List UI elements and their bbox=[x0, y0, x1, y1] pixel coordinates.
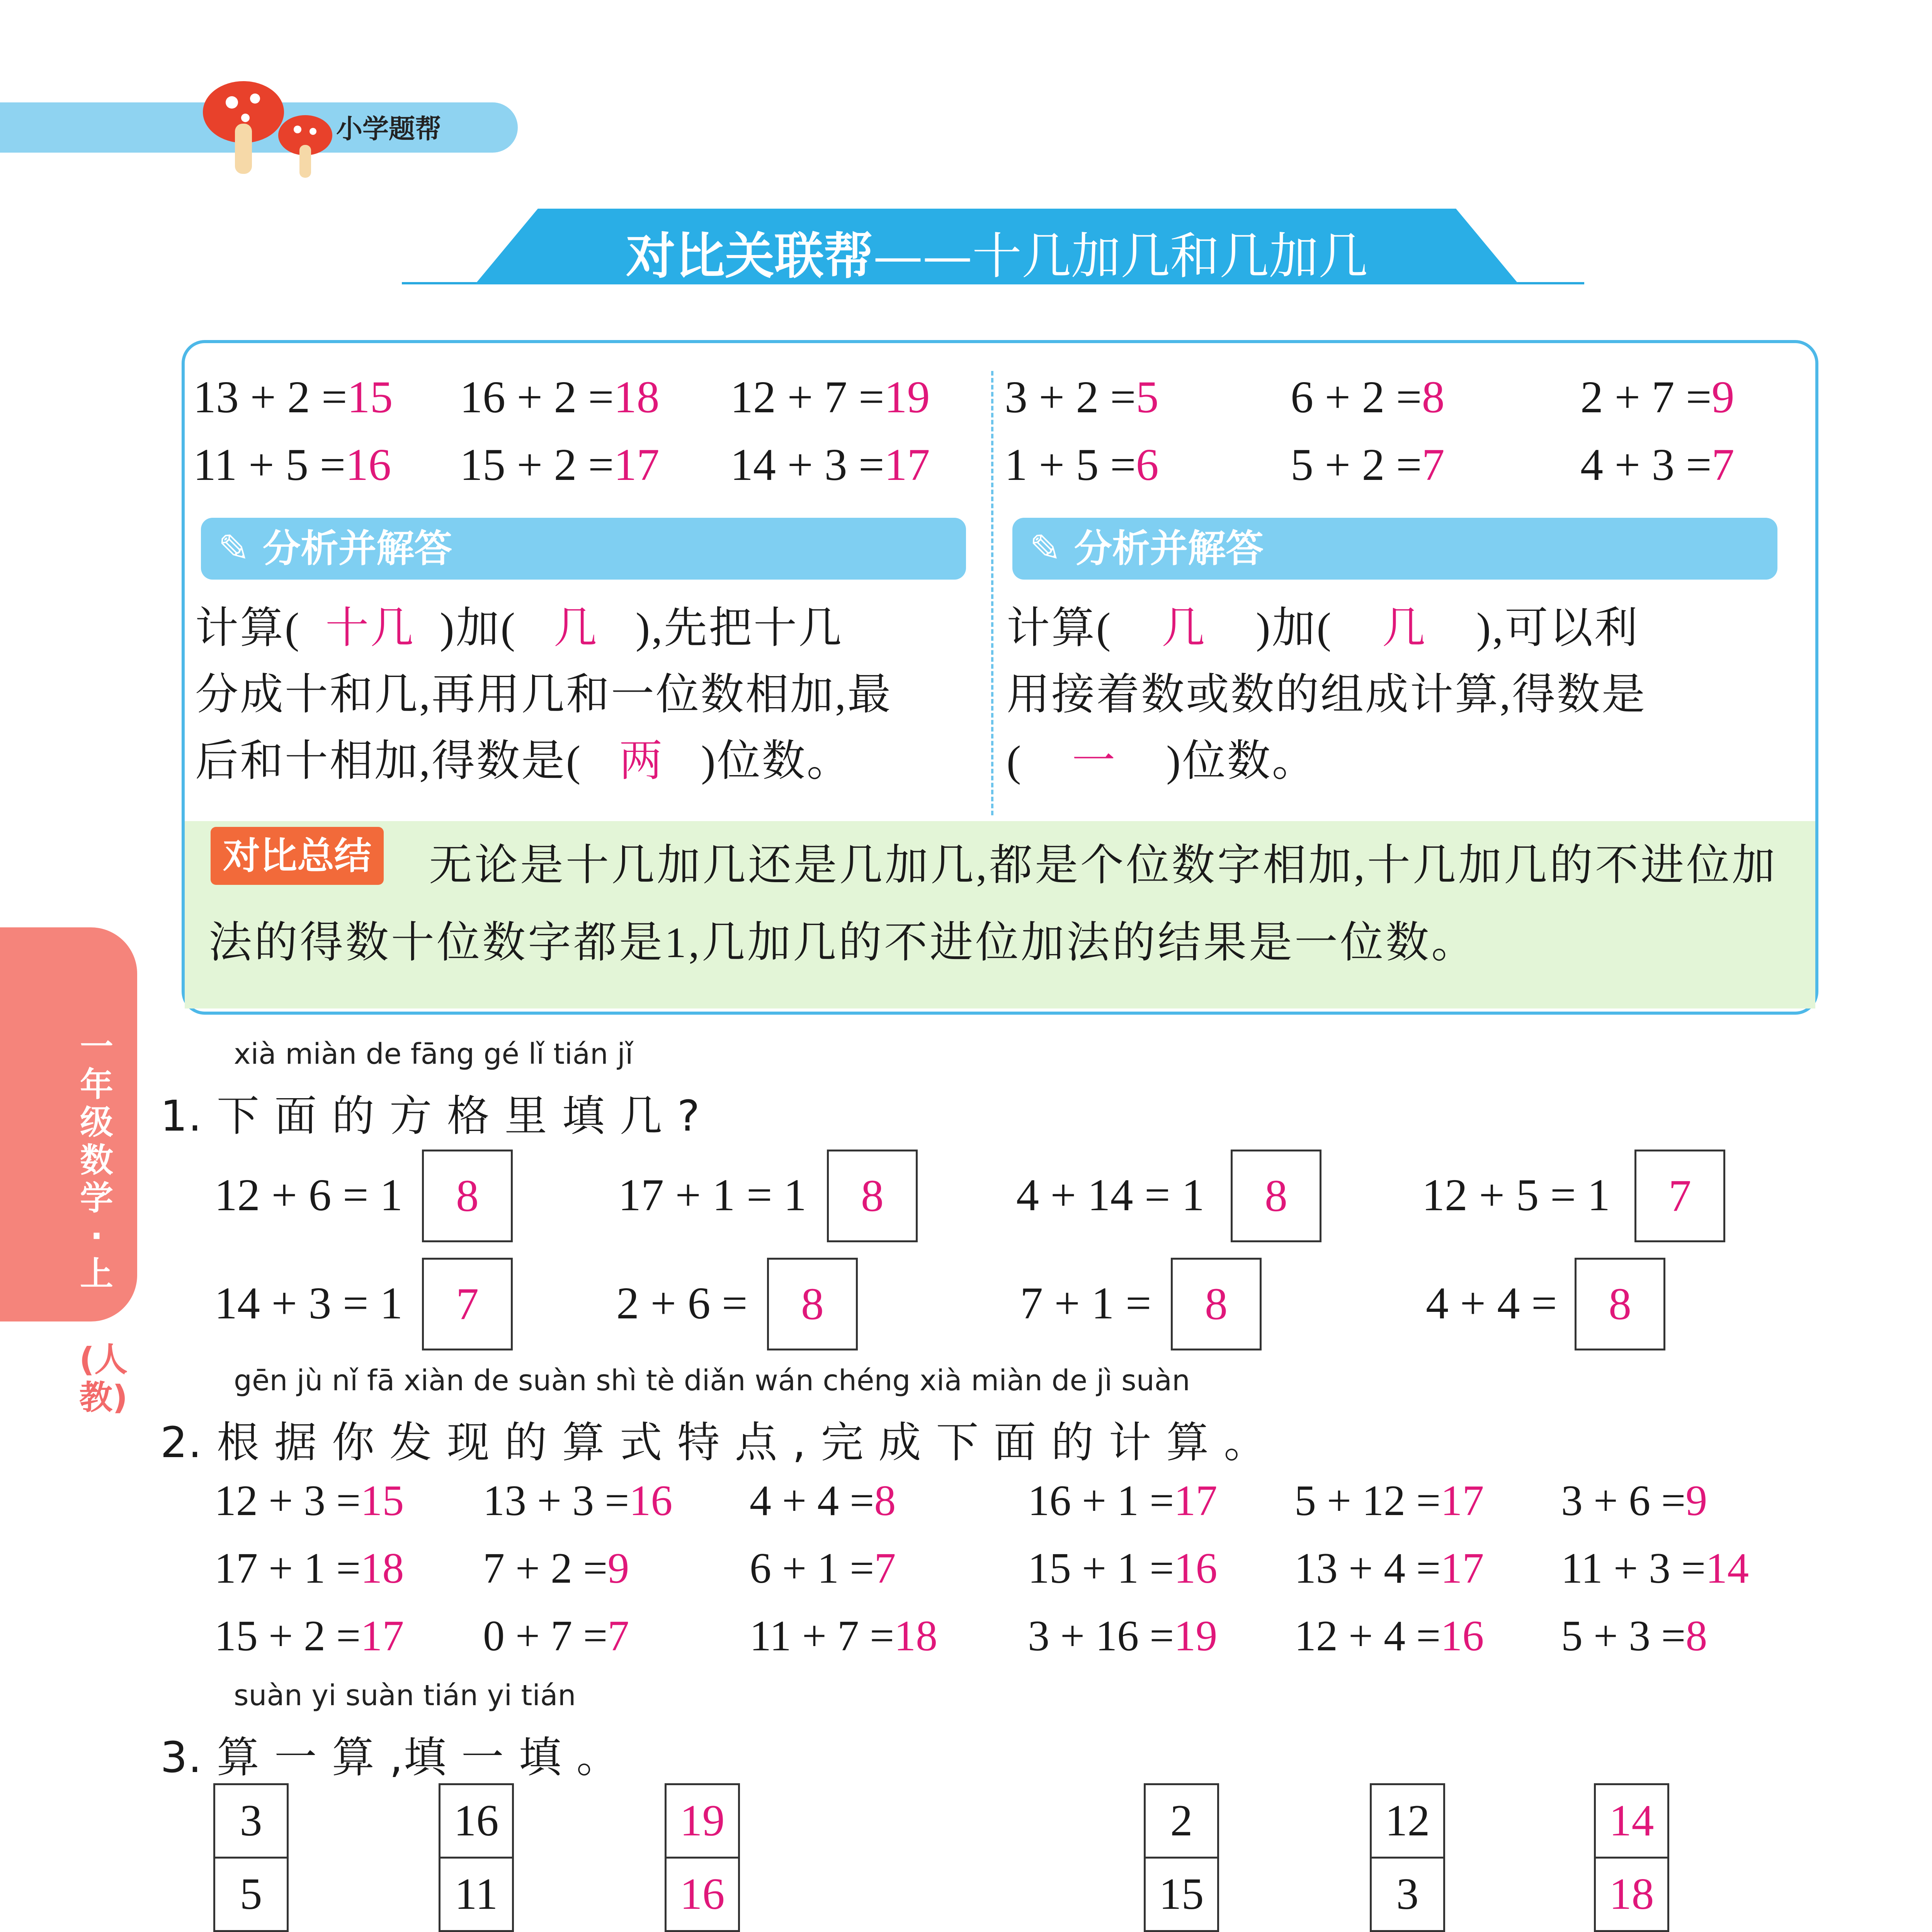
q1-equation: 12 + 5 = 1 bbox=[1422, 1170, 1611, 1220]
q1-equation: 2 + 6 = bbox=[616, 1278, 748, 1328]
q1-answer-box: 8 bbox=[827, 1150, 918, 1242]
q2-equation: 13 + 3 =16 bbox=[483, 1477, 673, 1525]
q2-equation: 11 + 7 =18 bbox=[750, 1612, 938, 1660]
q2-equation: 7 + 2 =9 bbox=[483, 1544, 629, 1592]
q2-equation: 11 + 3 =14 bbox=[1561, 1544, 1749, 1592]
page-title bbox=[475, 216, 1519, 287]
q2-equation: 3 + 6 =9 bbox=[1561, 1477, 1708, 1525]
cmp-left-eq: 13 + 2 =15 bbox=[193, 372, 393, 422]
q1-answer-box: 7 bbox=[1634, 1150, 1725, 1242]
q3-right-addend-b: 12 3 bbox=[1370, 1783, 1445, 1932]
q3-pinyin: suàn yi suàn tián yi tián bbox=[234, 1679, 576, 1712]
comparison-divider bbox=[991, 371, 993, 815]
analysis-label-left: ✎ 分析并解答 bbox=[201, 518, 966, 580]
q1-equation: 17 + 1 = 1 bbox=[618, 1170, 807, 1220]
brand-name: 小学题帮 bbox=[336, 114, 442, 144]
title-sub: 十几加几和几加几 bbox=[972, 228, 1368, 285]
q1-answer-box: 8 bbox=[1575, 1258, 1665, 1350]
q1-equation: 14 + 3 = 1 bbox=[214, 1278, 403, 1328]
mushroom-icon bbox=[201, 66, 340, 182]
q1-equation: 7 + 1 = bbox=[1020, 1278, 1151, 1328]
side-tab bbox=[0, 927, 137, 1321]
q2-equation: 12 + 4 =16 bbox=[1294, 1612, 1484, 1660]
q2-pinyin: gēn jù nǐ fā xiàn de suàn shì tè diǎn wán chéng xià miàn de jì suàn bbox=[234, 1364, 1190, 1397]
q2-equation: 15 + 1 =16 bbox=[1028, 1544, 1218, 1592]
analysis-label-right: ✎ 分析并解答 bbox=[1012, 518, 1777, 580]
q2-equation: 13 + 4 =17 bbox=[1294, 1544, 1484, 1592]
q3-left-addend-a: 3 5 bbox=[213, 1783, 289, 1932]
cmp-right-eq: 1 + 5 =6 bbox=[1005, 439, 1159, 490]
q3-left-addend-b: 16 11 bbox=[439, 1783, 514, 1932]
q1-answer-box: 8 bbox=[767, 1258, 858, 1350]
analysis-text-left: 计算( 十几 )加( 几 ),先把十几 分成十和几,再用几和一位数相加,最 后和十相加,得数是( 两 )位数。 bbox=[195, 604, 892, 785]
q2-equation: 3 + 16 =19 bbox=[1028, 1612, 1218, 1660]
q3-title: 3. 算 一 算 ,填 一 填 。 bbox=[160, 1733, 620, 1782]
q1-answer-box: 8 bbox=[1171, 1258, 1262, 1350]
side-edition-label: (人教) bbox=[79, 1340, 128, 1417]
q1-pinyin: xià miàn de fāng gé lǐ tián jǐ bbox=[234, 1037, 633, 1071]
q3-right-sum: 14 18 bbox=[1594, 1783, 1669, 1932]
q1-equation: 12 + 6 = 1 bbox=[214, 1170, 403, 1220]
q2-title: 2. 根 据 你 发 现 的 算 式 特 点 , 完 成 下 面 的 计 算 。 bbox=[160, 1418, 1267, 1467]
q1-equation: 4 + 4 = bbox=[1426, 1278, 1557, 1328]
cmp-left-eq: 16 + 2 =18 bbox=[460, 372, 660, 422]
q2-equation: 12 + 3 =15 bbox=[214, 1477, 404, 1525]
q1-title: 1. 下 面 的 方 格 里 填 几 ? bbox=[160, 1091, 701, 1141]
side-grade-label: 一年级数学·上 bbox=[80, 1027, 113, 1293]
cmp-right-eq: 6 + 2 =8 bbox=[1291, 372, 1445, 422]
q3-left-sum: 19 16 bbox=[665, 1783, 740, 1932]
cmp-right-eq: 2 + 7 =9 bbox=[1580, 372, 1735, 422]
cmp-left-eq: 12 + 7 =19 bbox=[730, 372, 930, 422]
q2-equation: 16 + 1 =17 bbox=[1028, 1477, 1218, 1525]
cmp-right-eq: 5 + 2 =7 bbox=[1291, 439, 1445, 490]
analysis-text-right: 计算( 几 )加( 几 ),可以利 用接着数或数的组成计算,得数是 ( 一 )位数。 bbox=[1007, 604, 1646, 785]
q2-equation: 0 + 7 =7 bbox=[483, 1612, 629, 1660]
title-main: 对比关联帮 bbox=[626, 228, 873, 285]
pencil-note-icon: ✎ bbox=[1029, 527, 1061, 571]
q2-equation: 6 + 1 =7 bbox=[750, 1544, 896, 1592]
q2-equation: 4 + 4 =8 bbox=[750, 1477, 896, 1525]
q2-equation: 5 + 3 =8 bbox=[1561, 1612, 1708, 1660]
cmp-right-eq: 4 + 3 =7 bbox=[1580, 439, 1735, 490]
cmp-left-eq: 14 + 3 =17 bbox=[730, 439, 930, 490]
summary-text: 无论是十几加几还是几加几,都是个位数字相加,十几加几的不进位加法的得数十位数字都是1,几加几的不进位加法的结果是一位数。 bbox=[209, 842, 1777, 967]
cmp-left-eq: 15 + 2 =17 bbox=[460, 439, 660, 490]
q2-equation: 15 + 2 =17 bbox=[214, 1612, 404, 1660]
q3-right-addend-a: 2 15 bbox=[1144, 1783, 1219, 1932]
cmp-right-eq: 3 + 2 =5 bbox=[1005, 372, 1159, 422]
summary-label: 对比总结 bbox=[211, 827, 384, 885]
q1-answer-box: 8 bbox=[422, 1150, 513, 1242]
pencil-note-icon: ✎ bbox=[218, 527, 250, 571]
q1-equation: 4 + 14 = 1 bbox=[1016, 1170, 1205, 1220]
q2-equation: 5 + 12 =17 bbox=[1294, 1477, 1484, 1525]
q1-answer-box: 7 bbox=[422, 1258, 513, 1350]
cmp-left-eq: 11 + 5 =16 bbox=[193, 439, 391, 490]
q1-answer-box: 8 bbox=[1231, 1150, 1321, 1242]
q2-equation: 17 + 1 =18 bbox=[214, 1544, 404, 1592]
title-dash: —— bbox=[873, 228, 972, 285]
